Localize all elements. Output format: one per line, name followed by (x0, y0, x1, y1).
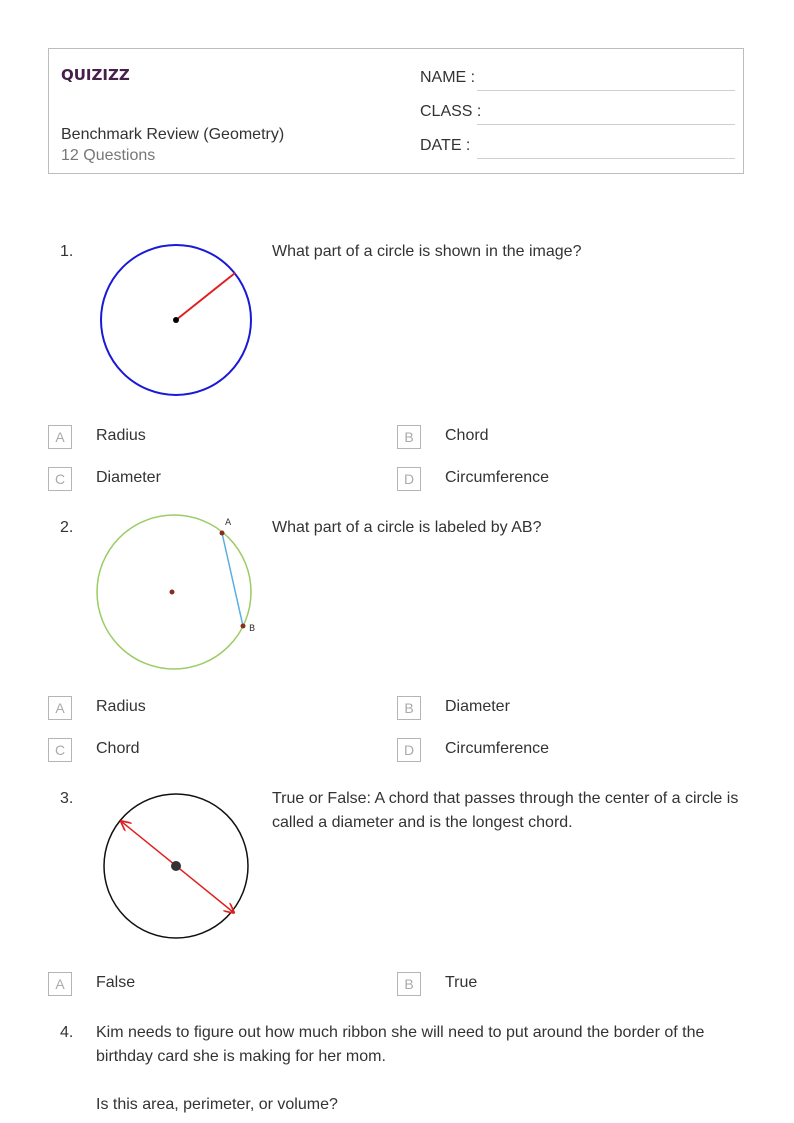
q3-option-b[interactable] (397, 972, 697, 996)
name-line[interactable] (477, 90, 735, 91)
name-label: NAME : (420, 69, 476, 86)
question-2-chord-image (92, 512, 262, 677)
question-3-diameter-image (100, 790, 255, 945)
q2-option-a[interactable] (48, 696, 348, 720)
option-letter-box[interactable]: B (397, 425, 421, 449)
class-field[interactable] (420, 103, 735, 123)
q2-point-b (241, 624, 246, 629)
date-field[interactable] (420, 137, 735, 157)
option-letter-box[interactable]: C (48, 467, 72, 491)
worksheet-title: Benchmark Review (Geometry) (61, 126, 285, 143)
option-label: Chord (445, 427, 489, 444)
logo-text: QUIZIZZ (61, 66, 130, 84)
option-label: Circumference (445, 740, 550, 757)
q3-option-a[interactable] (48, 972, 348, 996)
q2-option-d[interactable] (397, 738, 697, 762)
q2-chord-line (222, 533, 243, 626)
option-label: Diameter (96, 469, 161, 486)
name-field[interactable] (420, 69, 735, 89)
date-label: DATE : (420, 137, 471, 154)
option-label: False (96, 974, 136, 991)
question-4-text: Kim needs to figure out how much ribbon she will need to put around the border of the birthday card she is making for her mom. (96, 1024, 705, 1065)
option-letter-box[interactable]: A (48, 425, 72, 449)
q2-label-a: A (225, 518, 232, 528)
option-letter-box[interactable]: A (48, 972, 72, 996)
question-2-text: What part of a circle is labeled by AB? (272, 519, 542, 536)
question-3-text: True or False: A chord that passes through the center of a circle is called a diameter and is the longest chord. (272, 790, 739, 831)
question-1-radius-image (96, 240, 256, 400)
q1-radius-line (176, 273, 235, 320)
question-4-followup: Is this area, perimeter, or volume? (96, 1096, 338, 1113)
question-1-text: What part of a circle is shown in the image? (272, 243, 582, 260)
option-label: Chord (96, 740, 140, 757)
quizizz-logo (61, 59, 153, 89)
q3-center-point (171, 861, 181, 871)
option-label: Radius (96, 427, 146, 444)
q2-center-point (170, 590, 175, 595)
class-label: CLASS : (420, 103, 482, 120)
worksheet-header (48, 48, 744, 174)
option-letter-box[interactable]: C (48, 738, 72, 762)
option-label: Diameter (445, 698, 510, 715)
option-letter-box[interactable]: B (397, 972, 421, 996)
question-3-number: 3. (60, 790, 74, 807)
question-2-number: 2. (60, 519, 74, 536)
option-label: True (445, 974, 478, 991)
question-count: 12 Questions (61, 147, 156, 164)
q2-label-b: B (249, 624, 256, 634)
q1-option-d[interactable] (397, 467, 697, 491)
option-letter-box[interactable]: A (48, 696, 72, 720)
question-1-number: 1. (60, 243, 74, 260)
q1-option-a[interactable] (48, 425, 348, 449)
question-4-number: 4. (60, 1024, 74, 1041)
option-label: Circumference (445, 469, 550, 486)
q2-point-a (220, 531, 225, 536)
q2-option-b[interactable] (397, 696, 697, 720)
option-letter-box[interactable]: D (397, 738, 421, 762)
q1-option-c[interactable] (48, 467, 348, 491)
option-label: Radius (96, 698, 146, 715)
q1-option-b[interactable] (397, 425, 697, 449)
option-letter-box[interactable]: B (397, 696, 421, 720)
option-letter-box[interactable]: D (397, 467, 421, 491)
date-line[interactable] (477, 158, 735, 159)
class-line[interactable] (477, 124, 735, 125)
q2-option-c[interactable] (48, 738, 348, 762)
q1-center-point (173, 317, 179, 323)
